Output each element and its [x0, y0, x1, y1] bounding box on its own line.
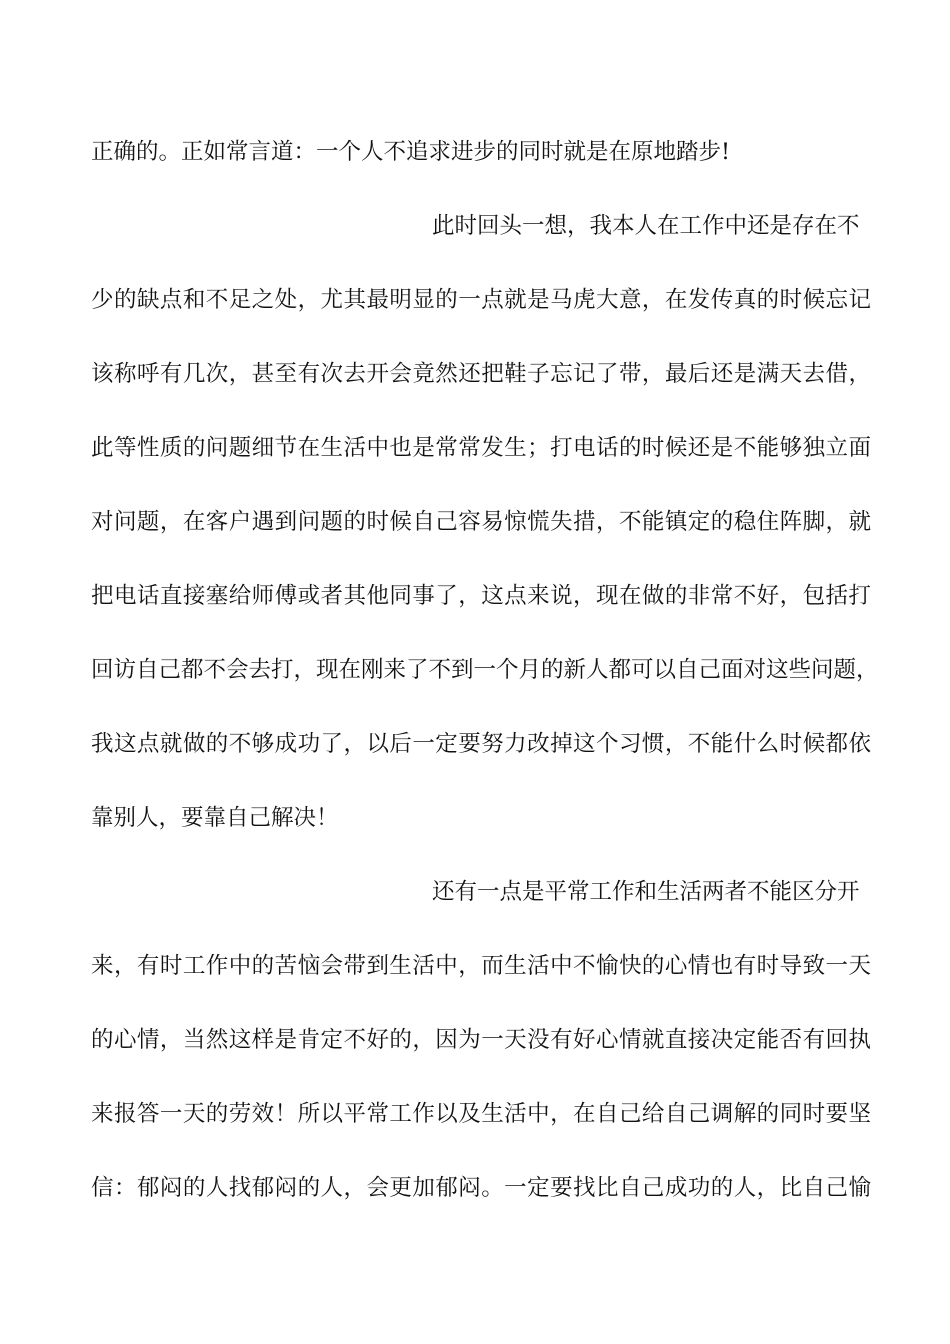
text-line: 把电话直接塞给师傅或者其他同事了，这点来说，现在做的非常不好，包括打	[91, 583, 871, 609]
text-line: 此等性质的问题细节在生活中也是常常发生；打电话的时候还是不能够独立面	[91, 435, 871, 461]
text-line: 回访自己都不会去打，现在刚来了不到一个月的新人都可以自己面对这些问题，	[91, 657, 879, 683]
text-line: 少的缺点和不足之处，尤其最明显的一点就是马虎大意，在发传真的时候忘记	[91, 287, 871, 313]
text-line: 信：郁闷的人找郁闷的人，会更加郁闷。一定要找比自己成功的人，比自己愉	[91, 1175, 871, 1201]
text-line: 该称呼有几次，甚至有次去开会竟然还把鞋子忘记了带，最后还是满天去借，	[91, 361, 871, 387]
paragraph-last-line: 靠别人，要靠自己解决！	[91, 805, 339, 831]
text-line: 我这点就做的不够成功了，以后一定要努力改掉这个习惯，不能什么时候都依	[91, 731, 871, 757]
paragraph-first-line: 还有一点是平常工作和生活两者不能区分开	[432, 879, 860, 905]
text-line: 来报答一天的劳效！所以平常工作以及生活中，在自己给自己调解的同时要坚	[91, 1101, 871, 1127]
text-line: 正确的。正如常言道：一个人不追求进步的同时就是在原地踏步!	[91, 139, 731, 165]
paragraph-first-line: 此时回头一想，我本人在工作中还是存在不	[432, 213, 860, 239]
text-line: 来，有时工作中的苦恼会带到生活中，而生活中不愉快的心情也有时导致一天	[91, 953, 871, 979]
text-line: 的心情，当然这样是肯定不好的，因为一天没有好心情就直接决定能否有回执	[91, 1027, 871, 1053]
text-line: 对问题，在客户遇到问题的时候自己容易惊慌失措，不能镇定的稳住阵脚，就	[91, 509, 871, 535]
